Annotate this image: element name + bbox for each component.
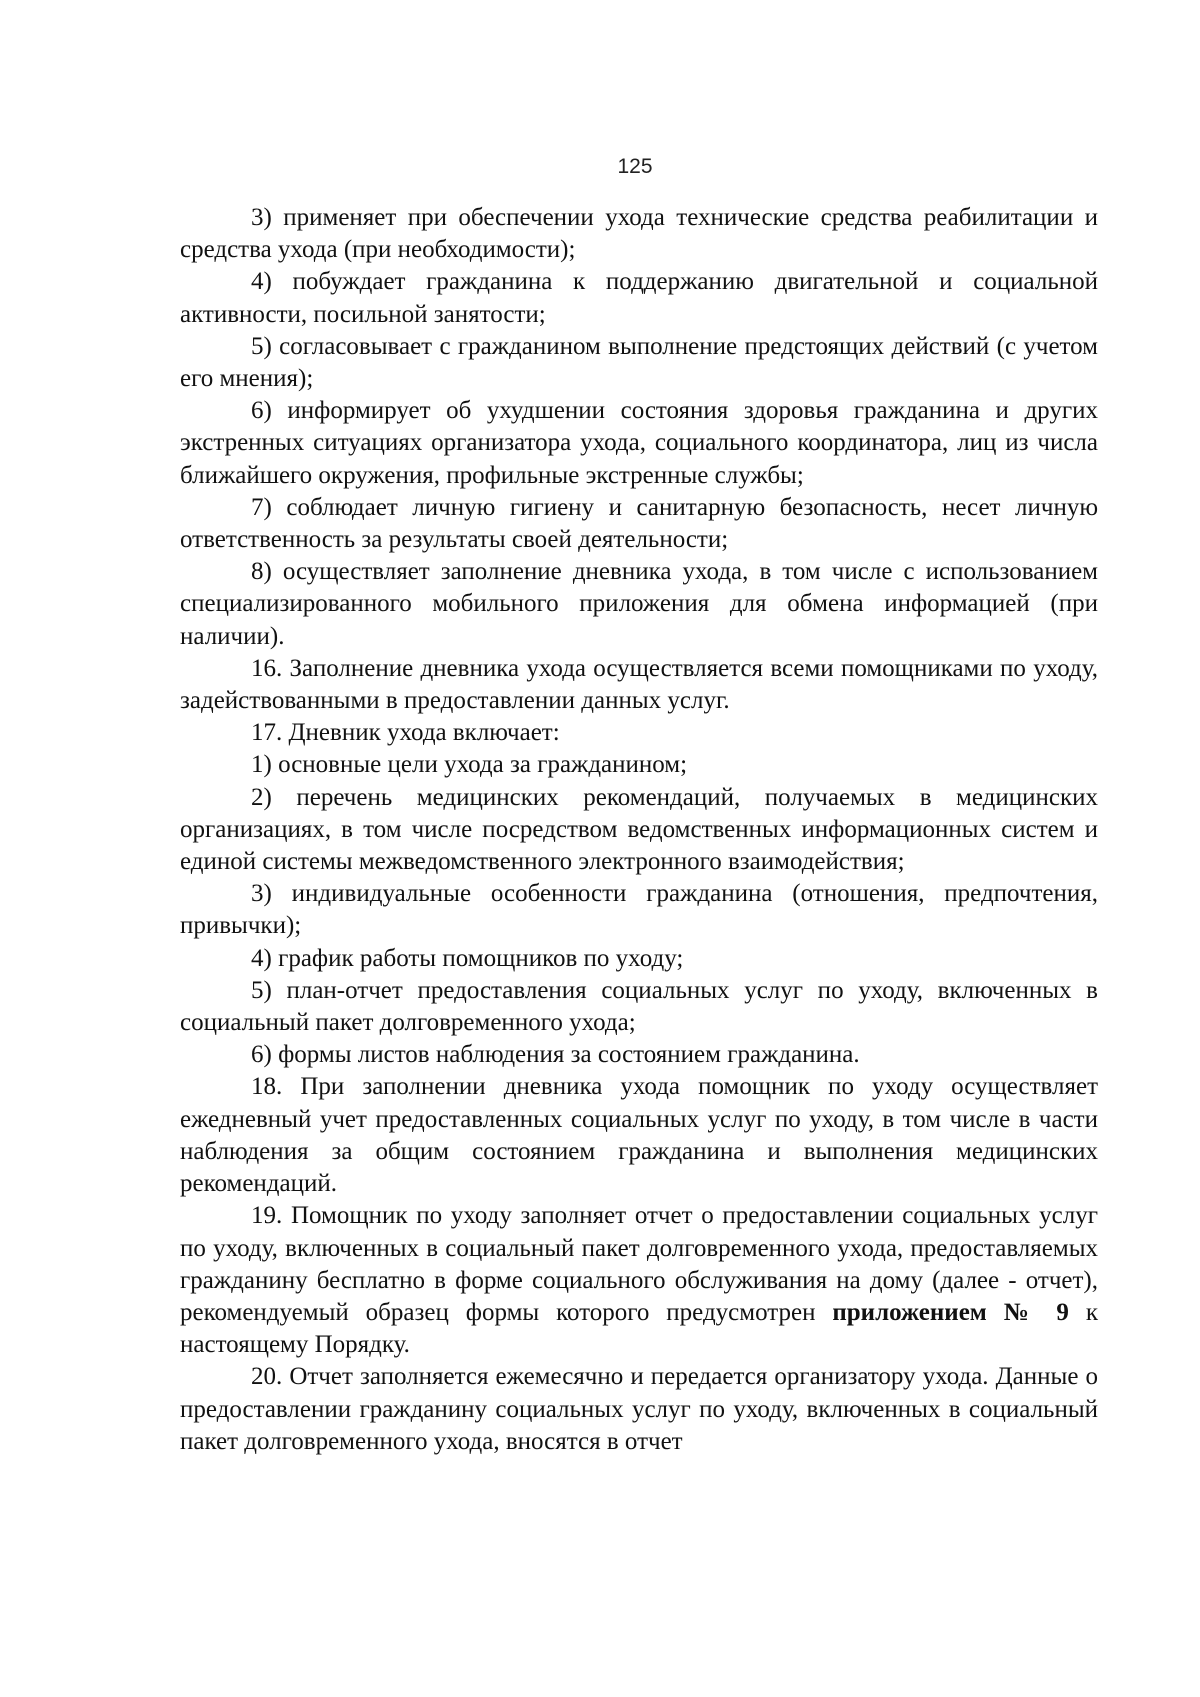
clause-19-text-before: 19. Помощник по уходу заполняет отчет о предоставлении социальных услуг по уходу, включенных в социальный пакет долговременного ухода, предоставляемых гражданину бесплатно в форме социального обслуживания на дому (далее - отчет), рекомендуемый образец формы которого предусмотрен <box>180 1202 1098 1326</box>
document-body <box>180 202 1098 1458</box>
clause-19-text-after: к настоящему Порядку. <box>180 1298 1098 1359</box>
clause-16: 16. Заполнение дневника ухода осуществляется всеми помощниками по уходу, задействованными в предоставлении данных услуг. <box>180 654 1098 715</box>
clause-19 <box>180 1200 1098 1361</box>
diary-item-4: 4) график работы помощников по уходу; <box>251 944 684 972</box>
list-item-5-agree-actions: 5) согласовывает с гражданином выполнение предстоящих действий (с учетом его мнения); <box>180 332 1098 393</box>
list-item-8-care-diary: 8) осуществляет заполнение дневника ухода, в том числе с использованием специализированного мобильного приложения для обмена информацией (при наличии). <box>180 558 1098 650</box>
diary-item-6: 6) формы листов наблюдения за состоянием гражданина. <box>251 1041 860 1069</box>
diary-item-1: 1) основные цели ухода за гражданином; <box>251 751 688 779</box>
list-item-4-encourage-activity: 4) побуждает гражданина к поддержанию двигательной и социальной активности, посильной занятости; <box>180 268 1098 328</box>
list-item-7-hygiene: 7) соблюдает личную гигиену и санитарную безопасность, несет личную ответственность за результаты своей деятельности; <box>180 493 1098 554</box>
clause-18: 18. При заполнении дневника ухода помощник по уходу осуществляет ежедневный учет предоставленных социальных услуг по уходу, в том числе в части наблюдения за общим состоянием гражданина и выполнения медицинских рекомендаций. <box>180 1073 1098 1198</box>
diary-item-5: 5) план-отчет предоставления социальных услуг по уходу, включенных в социальный пакет долговременного ухода; <box>180 976 1098 1037</box>
diary-item-3: 3) индивидуальные особенности гражданина (отношения, предпочтения, привычки); <box>180 880 1098 940</box>
list-item-3-technical-aids: 3) применяет при обеспечении ухода технические средства реабилитации и средства ухода (при необходимости); <box>180 204 1098 264</box>
clause-17: 17. Дневник ухода включает: <box>251 719 560 747</box>
clause-20: 20. Отчет заполняется ежемесячно и передается организатору ухода. Данные о предоставлении гражданину социальных услуг по уходу, включенных в социальный пакет долговременного ухода, вносятся в отчет <box>180 1363 1098 1455</box>
diary-item-2: 2) перечень медицинских рекомендаций, получаемых в медицинских организациях, в том числе посредством ведомственных информационных систем и единой системы межведомственного электронного взаимодействия; <box>180 783 1098 876</box>
page-number: 125 <box>617 155 653 178</box>
list-item-6-inform-deterioration: 6) информирует об ухудшении состояния здоровья гражданина и других экстренных ситуациях организатора ухода, социального координатора, лиц из числа ближайшего окружения, профильные экстренные службы; <box>180 397 1098 489</box>
appendix-reference: приложением № 9 <box>832 1298 1069 1326</box>
